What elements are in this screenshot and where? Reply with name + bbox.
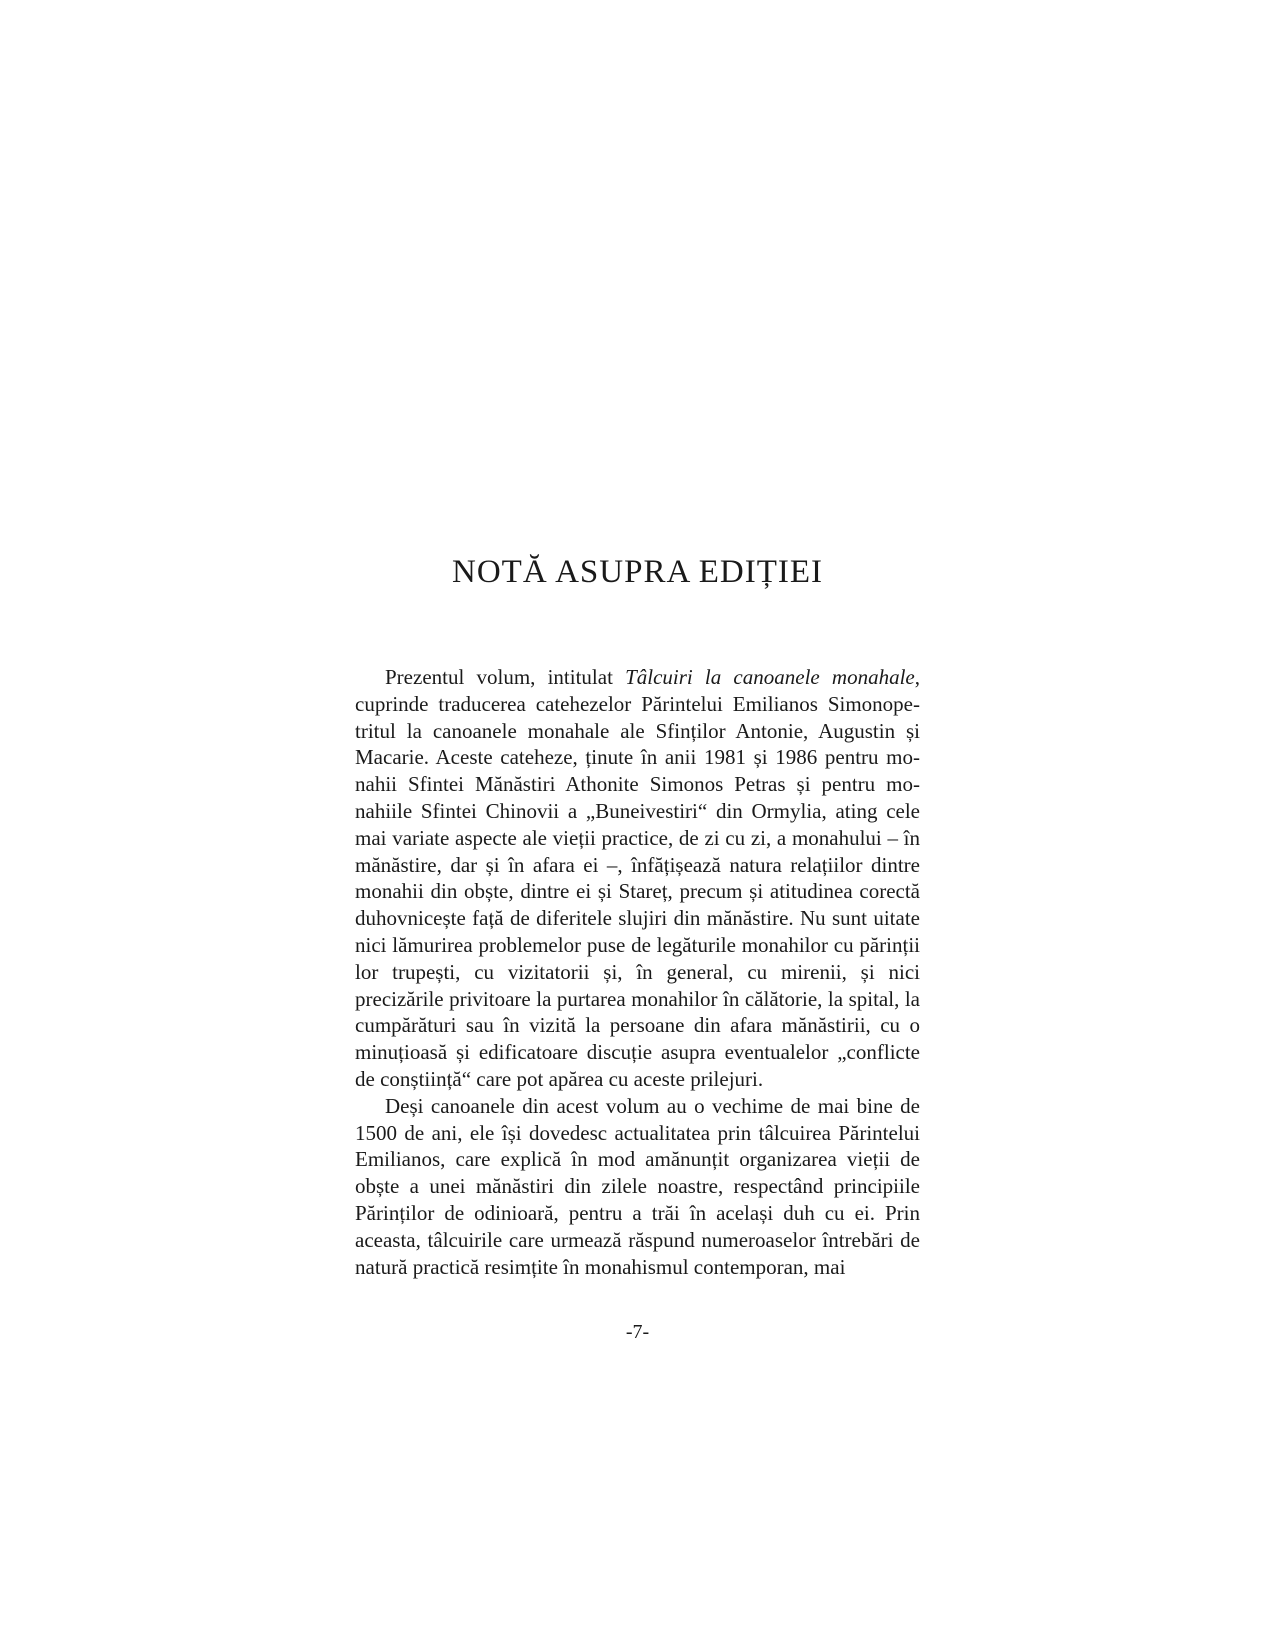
paragraph-2: Deși canoanele din acest volum au o vechime de mai bine de 1500 de ani, ele își dovedesc actualitatea prin tâlcuirea Părintelui Emilianos, care explică în mod amănunțit organizarea vieții de obște a unei mănăstiri din zilele noastre, respectând principiile Părinților de odinioară, pentru a trăi în același duh cu ei. Prin aceasta, tâlcuirile care urmează răspund numeroaselor întrebări de natură practică resimțite în monahismul contemporan, mai <box>355 1093 920 1279</box>
page-number: -7- <box>625 1321 650 1343</box>
paragraph-1 <box>355 664 920 1093</box>
page-title: NOTĂ ASUPRA EDIȚIEI <box>452 554 823 590</box>
book-title-italic: Tâlcuiri la canoanele monahale <box>625 665 915 689</box>
body-text <box>355 664 920 1280</box>
paragraph-1-rest: , cuprinde traducerea catehezelor Părintelui Emilianos Simonopetritul la canoanele monahale ale Sfinților Antonie, Augustin și Macarie. Aceste cateheze, ținute în anii 1981 și 1986 pentru monahii Sfintei Mănăstiri Athonite Simonos Petras și pentru monahiile Sfintei Chinovii a „Buneivestiri“ din Ormylia, ating cele mai variate aspecte ale vieții practice, de zi cu zi, a monahului – în mănăstire, dar și în afara ei –, înfățișează natura relațiilor dintre monahii din obște, dintre ei și Stareț, precum și atitudinea corectă duhovnicește față de diferitele slujiri din mănăstire. Nu sunt uitate nici lămurirea problemelor puse de legăturile monahilor cu părinții lor trupești, cu vizitatorii și, în general, cu mirenii, și nici precizările privitoare la purtarea monahilor în călătorie, la spital, la cumpărături sau în vizită la persoane din afara mănăstirii, cu o minuțioasă și edificatoare discuție asupra eventualelor „conflicte de conștiință“ care pot apărea cu aceste prilejuri. <box>355 665 920 1091</box>
paragraph-1-start: Prezentul volum, intitulat <box>385 665 626 689</box>
